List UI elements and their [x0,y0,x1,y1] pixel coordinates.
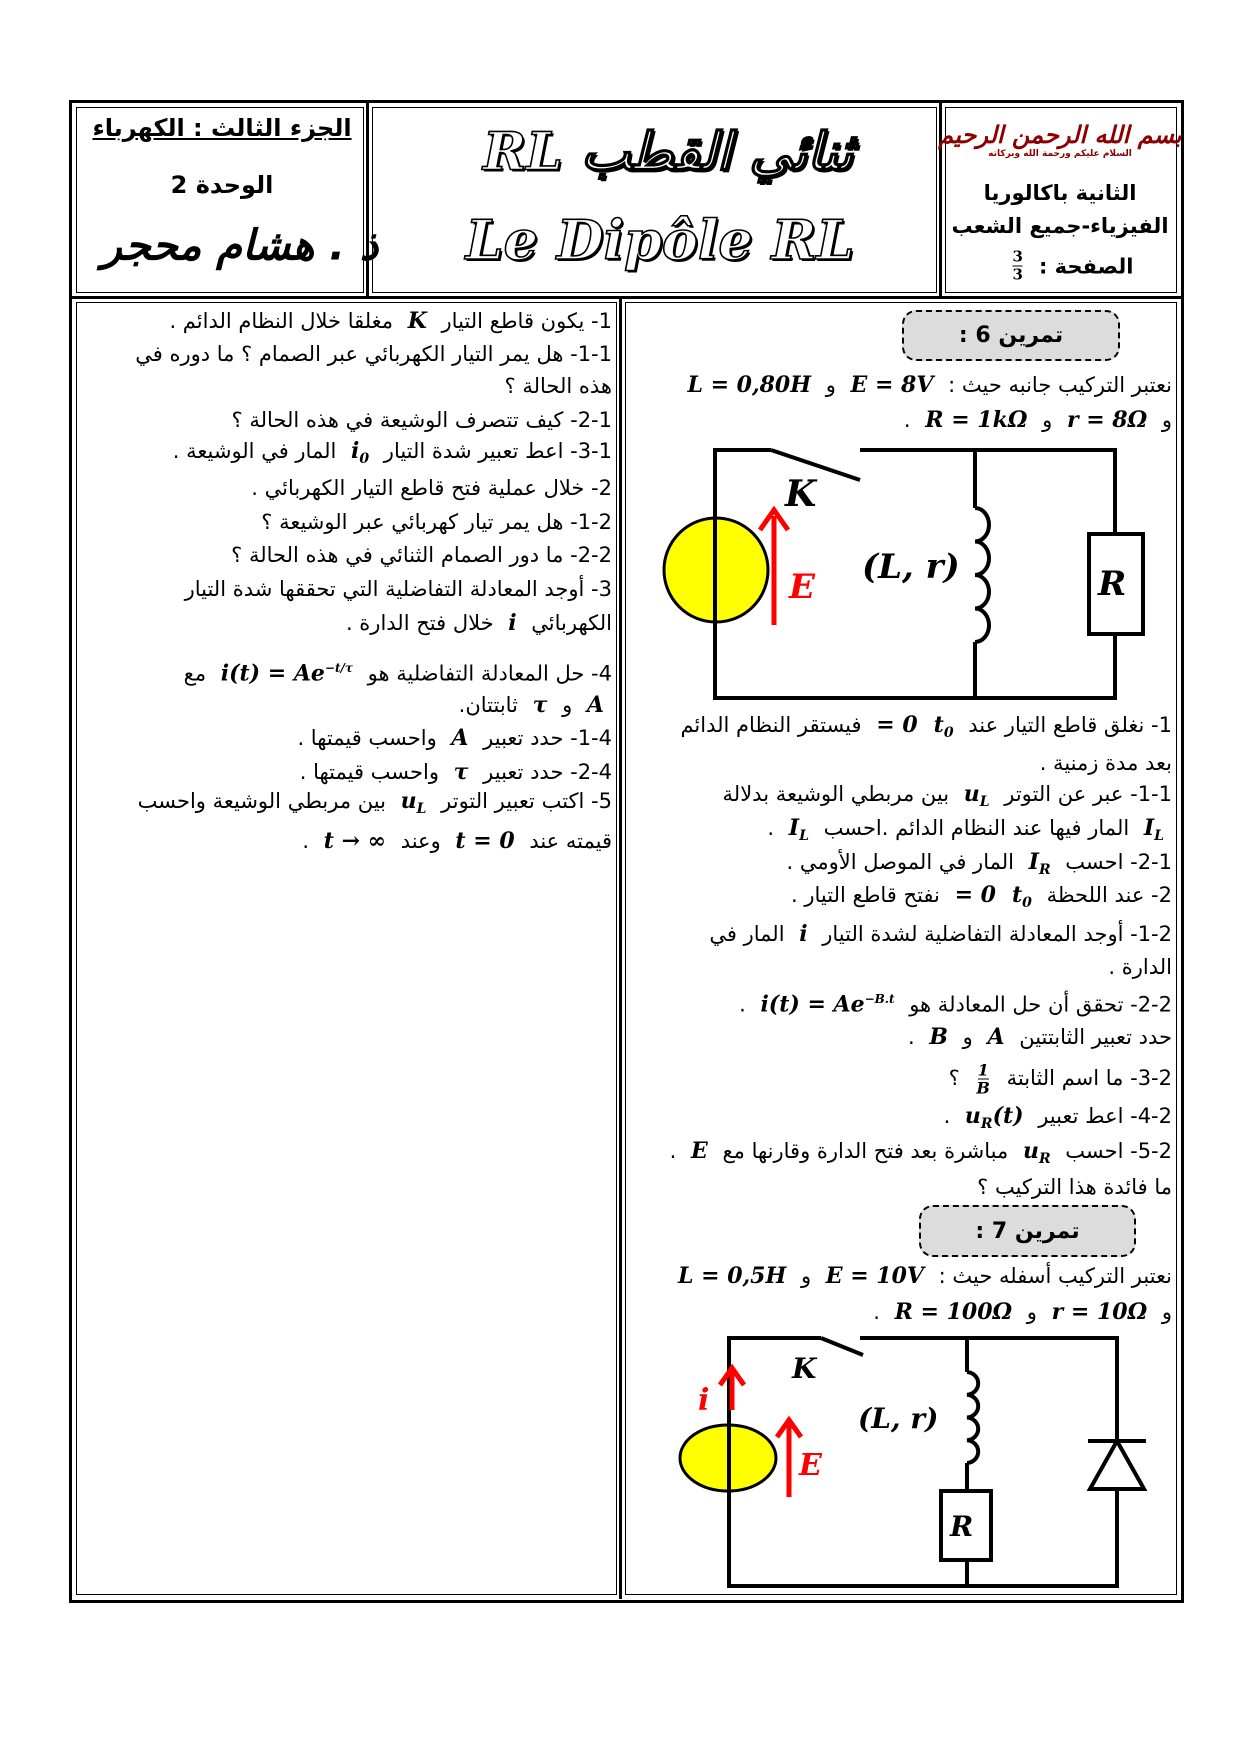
text-run: 2-2- ما دور الصمام الثنائي في هذه الحالة ؟ [231,543,612,567]
text-run: واحسب قيمتها . [297,726,444,750]
text-run: هذه الحالة ؟ [504,374,612,398]
diode-icon [1090,1441,1144,1489]
text-run: و [1020,1300,1044,1324]
resistor-label: R [1098,564,1127,604]
math-subscript: R [1038,862,1051,879]
switch-label: K [785,473,817,515]
text-run: 1-2- أوجد المعادلة التفاضلية لشدة التيار [815,922,1172,946]
text-run: . [302,829,316,853]
text-run: . [739,992,753,1017]
text-run: بين مربطي الوشيعة واحسب [137,788,393,813]
text-run: و [1035,408,1059,432]
text-run: . [903,408,918,432]
page-number: 3 [1012,247,1023,266]
math-exponent: −t/τ [324,661,353,676]
title-french: Le Dipôle RL [465,208,855,272]
math-base: i(t) = Ae [760,991,865,1018]
math-subscript: L [799,828,809,845]
text-run: و [819,373,843,397]
math-base: t [933,711,944,738]
math-base: E [691,1137,708,1164]
text-run: 1-1- هل يمر التيار الكهربائي عبر الصمام ؟ ما دوره في [135,342,612,366]
math-base: I [1028,848,1039,875]
text-run: 1-2- هل يمر تيار كهربائي عبر الوشيعة ؟ [261,510,612,534]
text-run: 3- أوجد المعادلة التفاضلية التي تحققها شدة التيار [184,577,612,601]
text-run: المار فيها عند النظام الدائم .احسب [816,815,1136,840]
text-run: 1-4- حدد تعبير [476,726,612,750]
math-base: E = 10V [825,1263,924,1289]
math-subscript: L [979,794,990,811]
math-base: K [407,308,427,334]
text-run: 2-4- حدد تعبير [476,760,612,784]
math-base: L = 0,80H [687,372,812,398]
text-run: 3-1- اعط تعبير شدة التيار [377,438,612,463]
text-run: و [955,1025,980,1049]
text-run: حدد تعبير الثابتتين [1012,1025,1172,1049]
math-base: A [586,692,604,718]
math-subscript: R [1038,1151,1051,1168]
math-base: i [351,437,360,464]
emf-label: E [789,567,815,607]
text-run: نعتبر التركيب جانبه حيث : [941,373,1172,397]
math-base: R = 100Ω [894,1299,1013,1325]
text-run: واحسب قيمتها . [299,760,446,784]
coil-icon [967,1372,978,1463]
text-run: المار في الموصل الأومي . [786,849,1021,874]
math-base: u [1022,1137,1039,1164]
text-run: 1-1- عبر عن التوتر [997,781,1172,806]
text-run: 1- نغلق قاطع التيار عند [961,712,1172,737]
switch-label: K [792,1352,817,1385]
text-run: ؟ [948,1066,967,1090]
text-run: و [794,1264,818,1288]
text-run: مباشرة بعد فتح الدارة وقارنها مع [715,1138,1015,1163]
text-run: 5-2- احسب [1058,1138,1172,1163]
page-total: 3 [1012,265,1023,284]
text-run: الدارة . [1108,955,1172,979]
coil-label: (L, r) [858,1402,939,1435]
text-run: بعد مدة زمنية . [1039,751,1172,775]
math-base: I [1143,814,1155,841]
math-base: E = 8V [850,372,934,398]
math-base: i [508,610,517,636]
math-base: R = 1kΩ [925,407,1028,433]
text-run: 4-2- اعط تعبير [1031,1103,1172,1128]
math-base: u [963,780,980,807]
math-base: τ [532,692,548,718]
text-run: 4- حل المعادلة التفاضلية هو [360,661,612,686]
text-run: . [873,1300,887,1324]
unit-label: الوحدة 2 [170,171,274,199]
math-base: τ [453,759,469,785]
text-run: المار في الوشيعة . [172,438,344,463]
text-run: و [1155,408,1172,432]
text-run: و [555,693,579,717]
text-run: خلال فتح الدارة . [345,611,501,635]
text-run: فيستقر النظام الدائم [680,712,869,737]
level-label: الثانية باكالوريا [983,181,1137,205]
math-base: t → ∞ [323,828,387,854]
math-base: = 0 [876,711,918,738]
math-subscript: R [980,1116,993,1133]
math-base: i [799,921,808,947]
resistor-label: R [950,1510,974,1543]
math-base: r = 10Ω [1051,1299,1148,1325]
math-base: u [400,787,417,814]
logo-text: بسم الله الرحمن الرحيم [938,121,1182,149]
text-run: 2-1- كيف تتصرف الوشيعة في هذه الحالة ؟ [231,408,612,432]
text-run: نعتبر التركيب أسفله حيث : [931,1264,1172,1288]
text-run: المار في [709,922,792,946]
math-base: B [929,1024,948,1050]
text-run: مغلقا خلال النظام الدائم . [169,309,400,333]
fraction-denominator: B [976,1078,990,1098]
text-run: ما فائدة هذا التركيب ؟ [977,1175,1172,1199]
emf-label: E [799,1448,822,1483]
text-run: . [767,815,781,840]
math-subscript: 0 [1022,895,1032,912]
switch-k [821,1338,863,1355]
fraction-numerator: 1 [977,1060,989,1080]
teacher-name: ذ . هشام محجر [101,220,379,270]
text-run: 5- اكتب تعبير التوتر [434,788,612,813]
math-base: t = 0 [455,828,515,854]
math-base: r = 8Ω [1066,407,1148,433]
math-base: = 0 [954,881,996,908]
text-run: وعند [394,829,448,853]
text-run: الكهربائي [524,611,612,635]
math-subscript: L [416,801,427,818]
math-base: A [451,725,469,751]
logo-subtext: السلام عليكم ورحمة الله وبركاته [988,149,1132,159]
text-run: بين مربطي الوشيعة بدلالة [722,781,956,806]
exercise7-title: تمرين 7 : [919,1205,1136,1257]
coil-label: (L, r) [862,547,960,587]
math-exponent: −B.t [864,992,895,1007]
math-subscript: 0 [943,725,954,742]
math-base: u [964,1102,981,1129]
math-subscript: L [1154,828,1164,845]
math-base: L = 0,5H [677,1263,787,1289]
exercise6-title: تمرين 6 : [902,310,1120,361]
text-run: 2- خلال عملية فتح قاطع التيار الكهربائي . [251,476,612,500]
text-run: و [1155,1300,1172,1324]
math-suffix: (t) [992,1102,1024,1129]
text-run: 2- عند اللحظة [1039,882,1172,907]
math-base: t [1011,881,1023,908]
current-label: i [698,1383,710,1418]
text-run: 2-2- تحقق أن حل المعادلة هو [902,992,1172,1017]
subject-label: الفيزياء-جميع الشعب [951,214,1169,238]
math-base: A [987,1024,1005,1050]
title-arabic: ثنائي القطب RL [482,121,854,183]
text-run: 3-2- ما اسم الثابتة [999,1066,1172,1090]
math-subscript: 0 [359,451,370,468]
text-run: 1- يكون قاطع التيار [434,309,612,333]
text-run: قيمته عند [522,829,612,853]
text-run: . [908,1025,922,1049]
math-base: i(t) = Ae [220,660,325,687]
text-run: مع [183,661,213,686]
page-label: الصفحة : [1038,254,1134,278]
text-run: ثابتتان. [458,693,525,717]
text-run: . [943,1103,957,1128]
part-title: الجزء الثالث : الكهرباء [92,114,352,142]
math-base: I [788,814,800,841]
text-run: نفتح قاطع التيار . [791,882,947,907]
text-run: . [669,1138,684,1163]
text-run: 2-1- احسب [1058,849,1172,874]
